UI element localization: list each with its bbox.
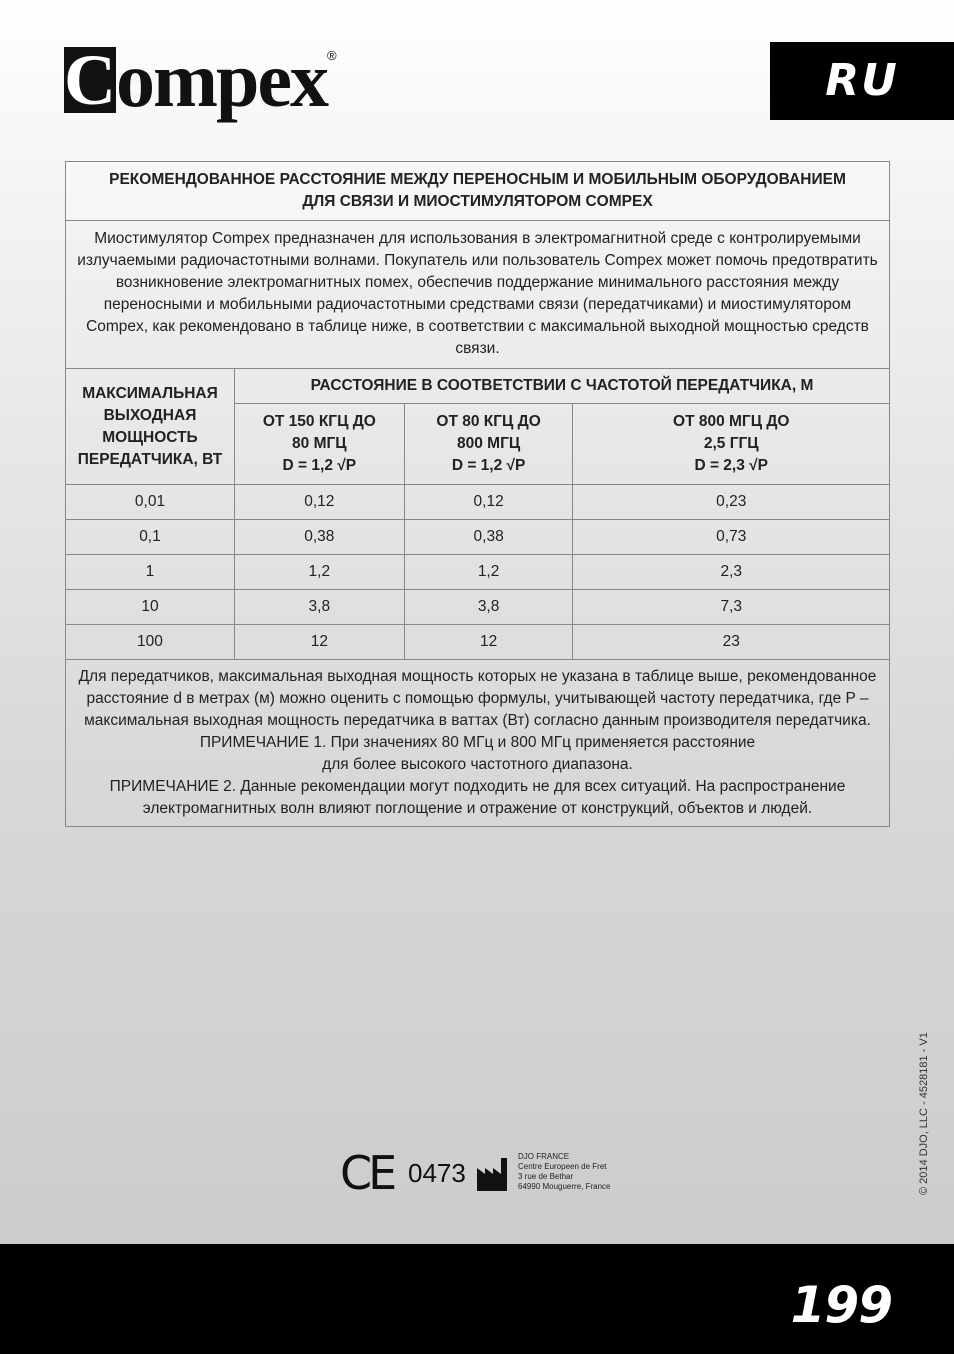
table-row <box>66 555 890 590</box>
distance-cell: 3,8 <box>234 590 404 625</box>
distance-cell: 0,12 <box>234 485 404 520</box>
table-title: РЕКОМЕНДОВАННОЕ РАССТОЯНИЕ МЕЖДУ ПЕРЕНОСНЫМ И МОБИЛЬНЫМ ОБОРУДОВАНИЕМ ДЛЯ СВЯЗИ И МИОСТИМУЛЯТОРОМ COMPEX <box>66 162 890 221</box>
column-range-line2: 2,5 ГГЦ <box>703 435 759 452</box>
table-footer <box>66 660 890 827</box>
logo-initial: C <box>64 40 116 120</box>
column-header-1 <box>234 404 404 485</box>
power-cell: 0,1 <box>66 520 235 555</box>
column-formula: D = 1,2 √P <box>451 457 526 474</box>
column-range-line1: ОТ 800 МГЦ ДО <box>673 413 790 430</box>
manufacturer-line-3: 3 rue de Bethar <box>518 1172 574 1181</box>
distance-cell: 3,8 <box>404 590 573 625</box>
power-header: МАКСИМАЛЬНАЯ ВЫХОДНАЯ МОЩНОСТЬ ПЕРЕДАТЧИКА, ВТ <box>66 369 235 485</box>
manufacturer-address <box>518 1152 611 1192</box>
note-2: ПРИМЕЧАНИЕ 2. Данные рекомендации могут подходить не для всех ситуаций. На распространение электромагнитных волн влияют поглощение и отражение от конструкций, объектов и людей. <box>109 778 846 817</box>
table-row <box>66 590 890 625</box>
distance-cell: 0,38 <box>234 520 404 555</box>
footer-paragraph: Для передатчиков, максимальная выходная мощность которых не указана в таблице выше, рекомендованное расстояние d в метрах (м) можно оценить с помощью формулы, учитывающей частоту передатчика, где P – максимальная выходная мощность передатчика в ваттах (Вт) согласно данным производителя передатчика. <box>78 668 877 729</box>
column-formula: D = 2,3 √P <box>694 457 769 474</box>
copyright-notice: © 2014 DJO, LLC - 4528181 - V1 <box>918 1032 930 1195</box>
bottom-bar <box>0 1244 954 1354</box>
distance-cell: 0,38 <box>404 520 573 555</box>
column-formula: D = 1,2 √P <box>282 457 357 474</box>
table-row <box>66 520 890 555</box>
column-range-line2: 80 МГЦ <box>292 435 347 452</box>
power-cell: 1 <box>66 555 235 590</box>
column-range-line1: ОТ 80 КГЦ ДО <box>436 413 541 430</box>
distance-cell: 12 <box>404 625 573 660</box>
distance-header: РАССТОЯНИЕ В СООТВЕТСТВИИ С ЧАСТОТОЙ ПЕРЕДАТЧИКА, М <box>234 369 889 404</box>
power-cell: 10 <box>66 590 235 625</box>
distance-cell: 0,73 <box>573 520 890 555</box>
distance-cell: 12 <box>234 625 404 660</box>
column-range-line2: 800 МГЦ <box>457 435 521 452</box>
manufacturer-name: DJO FRANCE <box>518 1152 570 1161</box>
ce-mark-icon: CE <box>340 1146 394 1200</box>
distance-cell: 1,2 <box>404 555 573 590</box>
manufacturer-line-4: 64990 Mouguerre, France <box>518 1182 611 1191</box>
column-range-line1: ОТ 150 КГЦ ДО <box>262 413 376 430</box>
distance-cell: 0,23 <box>573 485 890 520</box>
distance-cell: 0,12 <box>404 485 573 520</box>
manufacturer-factory-icon <box>476 1154 514 1192</box>
distance-cell: 7,3 <box>573 590 890 625</box>
distance-cell: 23 <box>573 625 890 660</box>
column-header-3 <box>573 404 890 485</box>
compex-logo <box>64 36 374 123</box>
emc-distance-table <box>65 161 890 827</box>
notified-body-number: 0473 <box>408 1158 466 1188</box>
language-badge: RU <box>770 42 954 120</box>
manufacturer-line-2: Centre Europeen de Fret <box>518 1162 607 1171</box>
power-cell: 100 <box>66 625 235 660</box>
table-row <box>66 485 890 520</box>
table-row <box>66 625 890 660</box>
distance-cell: 1,2 <box>234 555 404 590</box>
table-intro: Миостимулятор Compex предназначен для использования в электромагнитной среде с контролируемыми излучаемыми радиочастотными волнами. Покупатель или пользователь Compex может помочь предотвратить возникновение электромагнитных помех, обеспечив поддержание минимального расстояния между переносными и мобильными радиочастотными средствами связи (передатчиками) и миостимулятором Compex, как рекомендовано в таблице ниже, в соответствии с максимальной выходной мощностью средств связи. <box>66 221 890 369</box>
registered-mark: ® <box>326 48 337 63</box>
note-1-line-2: для более высокого частотного диапазона. <box>322 756 633 773</box>
power-cell: 0,01 <box>66 485 235 520</box>
distance-cell: 2,3 <box>573 555 890 590</box>
note-1-line-1: ПРИМЕЧАНИЕ 1. При значениях 80 МГц и 800 МГц применяется расстояние <box>199 734 756 751</box>
column-header-2 <box>404 404 573 485</box>
certification-marks <box>340 1146 620 1200</box>
page-number: 199 <box>790 1276 892 1334</box>
logo-text: ompex <box>116 36 327 123</box>
